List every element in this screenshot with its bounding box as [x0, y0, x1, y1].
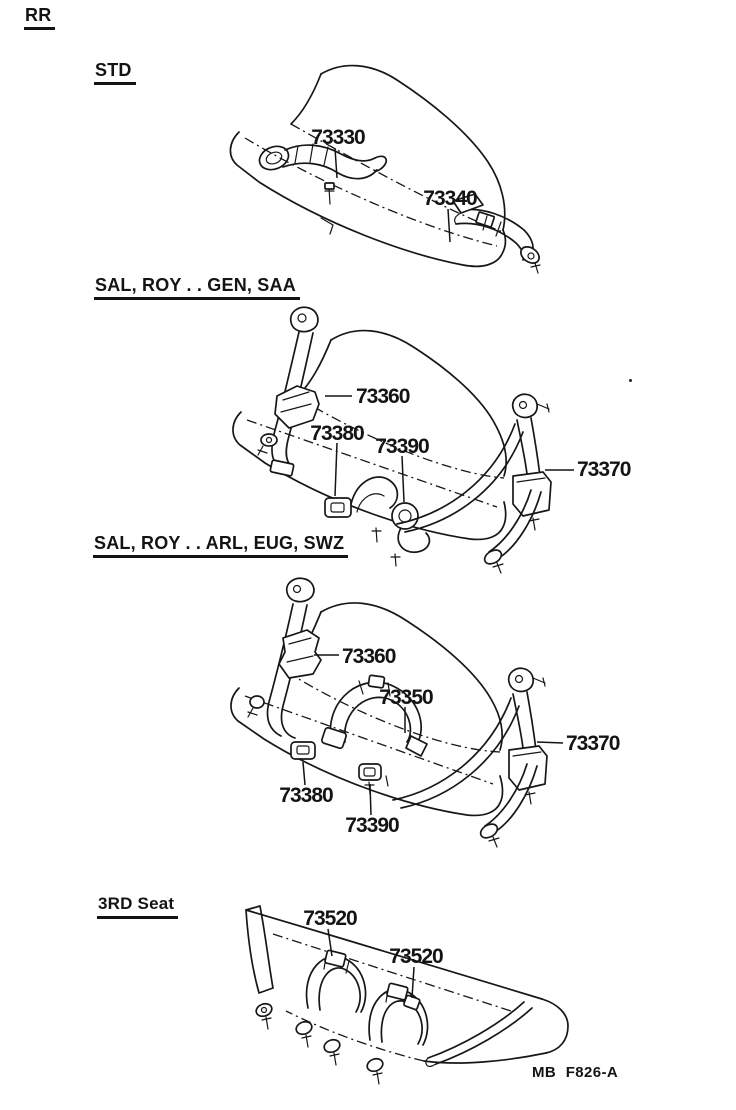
- print-speck: [629, 379, 632, 382]
- part-callout-73360: 73360: [356, 385, 410, 408]
- belt-73370-right: [397, 394, 551, 573]
- belt-73330: [256, 142, 386, 204]
- seat-outline: [230, 66, 505, 267]
- part-callout-73380: 73380: [310, 422, 364, 445]
- part-callout-73520-a: 73520: [303, 907, 357, 930]
- lap-belt-2: [369, 983, 427, 1045]
- part-callout-73520-b: 73520: [389, 945, 443, 968]
- right-strap: [426, 1002, 532, 1066]
- section-header-gen-saa: SAL, ROY . . GEN, SAA: [94, 275, 300, 300]
- arl-eug-swz-diagram: [225, 578, 620, 860]
- leader-73370: [537, 742, 563, 743]
- part-callout-73370: 73370: [566, 732, 620, 755]
- page-corner-label: RR: [24, 5, 55, 30]
- bench-outline: [246, 906, 568, 1063]
- part-callout-73390: 73390: [345, 814, 399, 837]
- gen-saa-diagram: [225, 300, 640, 570]
- part-callout-73360: 73360: [342, 645, 396, 668]
- part-callout-73340: 73340: [423, 187, 477, 210]
- leader-73340: [448, 209, 450, 242]
- std-diagram: [225, 58, 537, 290]
- third-seat-diagram: [228, 898, 728, 1110]
- lap-belt-1: [307, 950, 366, 1012]
- part-callout-73350: 73350: [379, 686, 433, 709]
- leader-73380: [335, 443, 337, 496]
- part-callout-73380: 73380: [279, 784, 333, 807]
- leader-73390: [402, 456, 404, 502]
- part-callout-73370: 73370: [577, 458, 631, 481]
- section-header-std: STD: [94, 60, 136, 85]
- section-header-arl-eug-swz: SAL, ROY . . ARL, EUG, SWZ: [93, 533, 348, 558]
- part-callout-73390: 73390: [375, 435, 429, 458]
- part-callout-73330: 73330: [311, 126, 365, 149]
- leader-73380: [303, 762, 305, 785]
- drawing-code: MB F826-A: [532, 1064, 619, 1081]
- floor-anchors: [254, 1002, 384, 1084]
- retractor-73360: [279, 630, 321, 678]
- section-header-3rd-seat: 3RD Seat: [97, 894, 178, 919]
- seat-outline: [231, 603, 503, 816]
- leader-73520-b: [412, 967, 414, 998]
- leader-73390: [370, 784, 371, 815]
